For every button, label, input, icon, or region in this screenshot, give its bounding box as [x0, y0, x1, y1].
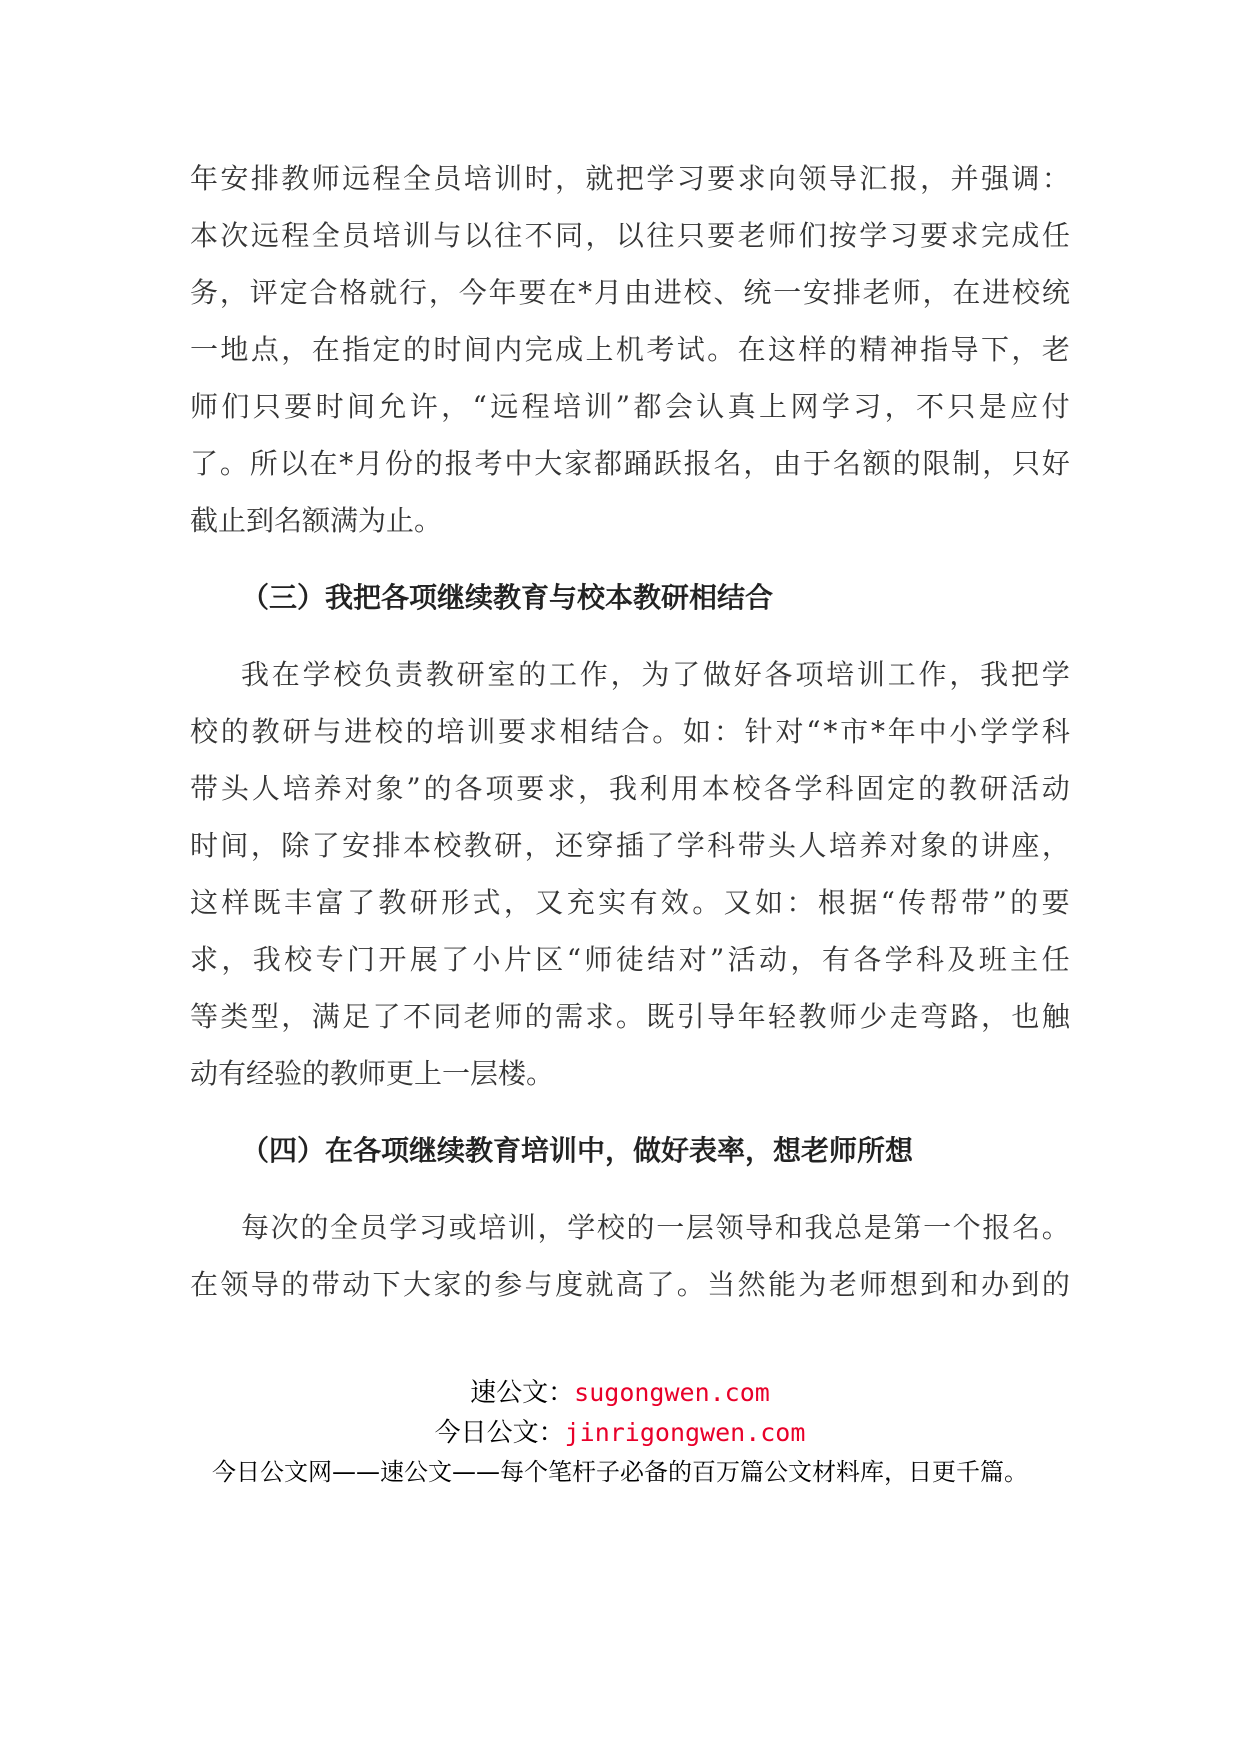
section-heading: （三）我把各项继续教育与校本教研相结合 [241, 581, 774, 614]
paragraph-line: 这 样 既 丰 富 了 教 研 形 式 ， 又 充 实 有 效 。 又 如 ： 根 据 “ 传 帮 带 ” 的 要 [190, 886, 1070, 919]
footer-label: 今日公文： [434, 1418, 565, 1448]
paragraph-line: 年 安 排 教 师 远 程 全 员 培 训 时 ， 就 把 学 习 要 求 向 领 导 汇 报 ， 并 强 调 ： [190, 162, 1070, 195]
paragraph-line: 等 类 型 ， 满 足 了 不 同 老 师 的 需 求 。 既 引 导 年 轻 教 师 少 走 弯 路 ， 也 触 [190, 1000, 1070, 1033]
paragraph-line: 求 ， 我 校 专 门 开 展 了 小 片 区 “ 师 徒 结 对 ” 活 动 ， 有 各 学 科 及 班 主 任 [190, 943, 1070, 976]
footer-link-sugongwen[interactable]: sugongwen.com [574, 1378, 770, 1407]
paragraph-line: 务 ， 评 定 合 格 就 行 ， 今 年 要 在 * 月 由 进 校 、 统 一 安 排 老 师 ， 在 进 校 统 [190, 276, 1070, 309]
paragraph-line: 在 领 导 的 带 动 下 大 家 的 参 与 度 就 高 了 。 当 然 能 为 老 师 想 到 和 办 到 的 [190, 1268, 1070, 1301]
paragraph-line: 师 们 只 要 时 间 允 许 ， “ 远 程 培 训 ” 都 会 认 真 上 网 学 习 ， 不 只 是 应 付 [190, 390, 1070, 423]
paragraph-line: 截止到名额满为止。 [190, 504, 443, 537]
footer-label: 速公文： [470, 1378, 575, 1408]
paragraph-line: 带 头 人 培 养 对 象 ” 的 各 项 要 求 ， 我 利 用 本 校 各 学 科 固 定 的 教 研 活 动 [190, 772, 1070, 805]
section-heading: （四）在各项继续教育培训中，做好表率，想老师所想 [241, 1134, 914, 1167]
paragraph-line: 每 次 的 全 员 学 习 或 培 训 ， 学 校 的 一 层 领 导 和 我 总 是 第 一 个 报 名 。 [241, 1211, 1070, 1244]
footer-line-sugongwen [0, 1376, 1240, 1410]
paragraph-line: 校 的 教 研 与 进 校 的 培 训 要 求 相 结 合 。 如 ： 针 对 “ * 市 * 年 中 小 学 学 科 [190, 715, 1070, 748]
footer-line-jinrigongwen [0, 1416, 1240, 1450]
paragraph-line: 了 。 所 以 在 * 月 份 的 报 考 中 大 家 都 踊 跃 报 名 ， 由 于 名 额 的 限 制 ， 只 好 [190, 447, 1070, 480]
paragraph-line: 时 间 ， 除 了 安 排 本 校 教 研 ， 还 穿 插 了 学 科 带 头 人 培 养 对 象 的 讲 座 ， [190, 829, 1070, 862]
paragraph-line: 我 在 学 校 负 责 教 研 室 的 工 作 ， 为 了 做 好 各 项 培 训 工 作 ， 我 把 学 [241, 658, 1070, 691]
footer-link-jinrigongwen[interactable]: jinrigongwen.com [564, 1418, 806, 1447]
paragraph-line: 一 地 点 ， 在 指 定 的 时 间 内 完 成 上 机 考 试 。 在 这 样 的 精 神 指 导 下 ， 老 [190, 333, 1070, 366]
footer-tagline: 今日公文网——速公文——每个笔杆子必备的百万篇公文材料库，日更千篇。 [212, 1458, 1028, 1486]
paragraph-line: 本 次 远 程 全 员 培 训 与 以 往 不 同 ， 以 往 只 要 老 师 们 按 学 习 要 求 完 成 任 [190, 219, 1070, 252]
paragraph-line: 动有经验的教师更上一层楼。 [190, 1057, 555, 1090]
